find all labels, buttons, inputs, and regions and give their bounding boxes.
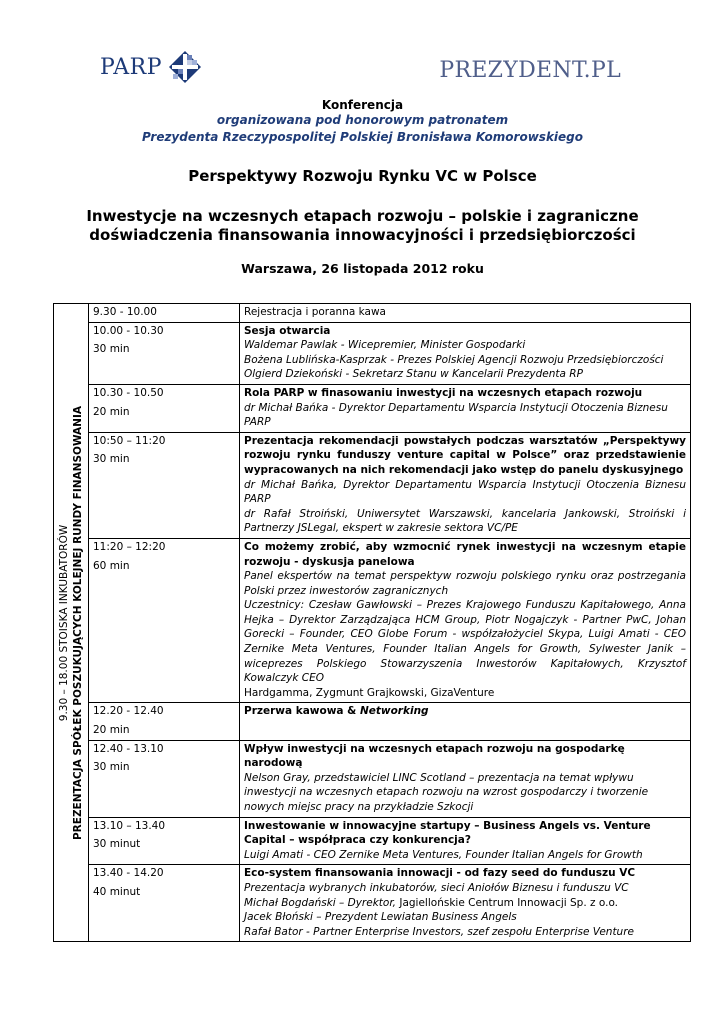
session-cell: [240, 432, 691, 538]
duration: 40 minut: [93, 885, 141, 898]
session-title: Co możemy zrobić, aby wzmocnić rynek inwestycji na wczesnym etapie rozwoju - dyskusja panelowa: [244, 540, 686, 568]
parp-logo-text: PARP: [100, 54, 163, 80]
participants-line: Uczestnicy: Czesław Gawłowski – Prezes Krajowego Funduszu Kapitałowego, Anna Hejka – Dyrektor Zarządzająca HCM Group, Piotr Nogajczyk - Partner PwC, Johan Gorecki – Founder, CEO Globe Forum - współzałożyciel Skypa, Luigi Amati - CEO Zernike Meta Ventures, Founder Italian Angels for Growth, Sylwester Janik – wiceprezes Polskiego Stowarzyszenia Inwestorów Kapitałowych, Krzysztof Kowalczyk CEO: [244, 599, 686, 685]
time-range: 12.40 - 13.10: [93, 742, 164, 755]
schedule-row: [54, 432, 691, 538]
time-cell: [89, 538, 240, 703]
schedule-row: [54, 865, 691, 942]
time-range: 9.30 - 10.00: [93, 306, 157, 318]
side-label: [57, 406, 85, 840]
side-label-cell: [54, 304, 89, 942]
participants-line: Hardgamma, Zygmunt Grajkowski, GizaVenture: [244, 686, 495, 699]
parp-logo: [100, 50, 202, 84]
duration: 30 min: [93, 453, 130, 466]
session-title: Wpływ inwestycji na wczesnych etapach rozwoju na gospodarkę narodową: [244, 742, 625, 770]
schedule-row: [54, 740, 691, 817]
speaker-line: Waldemar Pawlak - Wicepremier, Minister Gospodarki: [244, 339, 526, 352]
session-title: Sesja otwarcia: [244, 324, 331, 337]
time-range: 10:50 – 11:20: [93, 434, 166, 447]
time-cell: [89, 703, 240, 740]
time-cell: [89, 740, 240, 817]
speaker-line: dr Michał Bańka, Dyrektor Departamentu Wsparcia Instytucji Otoczenia Biznesu PARP: [244, 478, 686, 506]
time-cell: [89, 304, 240, 323]
schedule-table: [53, 303, 691, 942]
time-range: 11:20 – 12:20: [93, 540, 166, 553]
speaker-line: Rafał Bator - Partner Enterprise Investors, szef zespołu Enterprise Venture: [244, 925, 634, 938]
patron-line: Prezydenta Rzeczypospolitej Polskiej Bronisława Komorowskiego: [141, 130, 584, 144]
time-cell: [89, 865, 240, 942]
session-cell: [240, 322, 691, 384]
side-label-line-1: 9.30 – 18.00 STOISKA INKUBATORÓW: [58, 524, 70, 721]
session-title: Prezentacja rekomendacji powstałych podczas warsztatów „Perspektywy rozwoju rynku funduszy venture capital w Polsce” oraz przedstawienie wypracowanych na nich rekomendacji jako wstęp do panelu dyskusyjnego: [244, 434, 686, 476]
time-cell: [89, 322, 240, 384]
time-range: 12.20 - 12.40: [93, 705, 164, 718]
speaker-line: Nelson Gray, przedstawiciel LINC Scotland – prezentacja na temat wpływu inwestycji na wczesnych etapach rozwoju na wzrost gospodarczy i tworzenie nowych miejsc pracy na przykładzie Szkocji: [244, 771, 649, 813]
session-cell: [240, 384, 691, 432]
session-cell: [240, 740, 691, 817]
schedule-row: [54, 384, 691, 432]
session-title-italic: Networking: [359, 705, 429, 718]
side-label-line-2: PREZENTACJA SPÓŁEK POSZUKUJĄCYCH KOLEJNEJ RUNDY FINANSOWANIA: [72, 405, 84, 840]
schedule-row: [54, 703, 691, 740]
time-cell: [89, 432, 240, 538]
session-cell: [240, 304, 691, 323]
session-title: Inwestowanie w innowacyjne startupy – Business Angels vs. Venture Capital – współpraca czy konkurencja?: [244, 819, 651, 847]
conference-label: Konferencja: [321, 98, 404, 112]
organized-line: organizowana pod honorowym patronatem: [216, 113, 509, 127]
duration: 30 min: [93, 343, 130, 356]
session-description: Prezentacja wybranych inkubatorów, sieci Aniołów Biznesu i funduszu VC: [244, 881, 629, 894]
schedule-row: [54, 538, 691, 703]
speaker-line: Michał Bogdański – Dyrektor,: [244, 896, 400, 909]
speaker-line: dr Rafał Stroiński, Uniwersytet Warszawski, kancelaria Jankowski, Stroiński i Partnerzy JSLegal, ekspert w zakresie sektora VC/PE: [244, 507, 686, 535]
duration: 30 minut: [93, 838, 141, 851]
session-title: Rola PARP w finasowaniu inwestycji na wczesnych etapach rozwoju: [244, 386, 643, 399]
session-title: Przerwa kawowa &: [244, 705, 360, 718]
duration: 30 min: [93, 761, 130, 774]
subtitle-line-1: Inwestycje na wczesnych etapach rozwoju – polskie i zagraniczne: [86, 207, 639, 225]
prezydent-logo: PREZYDENT.PL: [439, 58, 621, 83]
session-cell: [240, 865, 691, 942]
time-range: 13.40 - 14.20: [93, 867, 164, 880]
schedule-row: [54, 817, 691, 865]
subtitle-line-2: doświadczenia finansowania innowacyjności i przedsiębiorczości: [89, 226, 636, 244]
location-date: Warszawa, 26 listopada 2012 roku: [241, 261, 484, 276]
speaker-line: Olgierd Dziekoński - Sekretarz Stanu w Kancelarii Prezydenta RP: [244, 368, 583, 381]
speaker-line: Bożena Lublińska-Kasprzak - Prezes Polskiej Agencji Rozwoju Przedsiębiorczości: [244, 353, 664, 366]
time-range: 13.10 – 13.40: [93, 819, 166, 832]
session-title: Eco-system finansowania innowacji - od fazy seed do funduszu VC: [244, 867, 636, 880]
schedule-row: [54, 304, 691, 323]
session-description: Panel ekspertów na temat perspektyw rozwoju polskiego rynku oraz postrzegania Polski przez inwestorów zagranicznych: [244, 570, 686, 597]
duration: 20 min: [93, 405, 130, 418]
time-range: 10.30 - 10.50: [93, 386, 164, 399]
session-cell: [240, 703, 691, 740]
speaker-affiliation: Jagiellońskie Centrum Innowacji Sp. z o.o.: [399, 896, 619, 909]
session-title: Rejestracja i poranna kawa: [244, 306, 386, 318]
conference-title: Perspektywy Rozwoju Rynku VC w Polsce: [188, 167, 537, 185]
speaker-line: dr Michał Bańka - Dyrektor Departamentu Wsparcia Instytucji Otoczenia Biznesu PARP: [244, 401, 668, 429]
session-cell: [240, 538, 691, 703]
schedule-row: [54, 322, 691, 384]
duration: 20 min: [93, 724, 130, 737]
speaker-line: Jacek Błoński – Prezydent Lewiatan Business Angels: [244, 911, 517, 924]
time-cell: [89, 384, 240, 432]
time-cell: [89, 817, 240, 865]
time-range: 10.00 - 10.30: [93, 324, 164, 337]
session-cell: [240, 817, 691, 865]
duration: 60 min: [93, 559, 130, 572]
parp-logo-mark-icon: [168, 50, 202, 84]
speaker-line: Luigi Amati - CEO Zernike Meta Ventures, Founder Italian Angels for Growth: [244, 848, 643, 861]
